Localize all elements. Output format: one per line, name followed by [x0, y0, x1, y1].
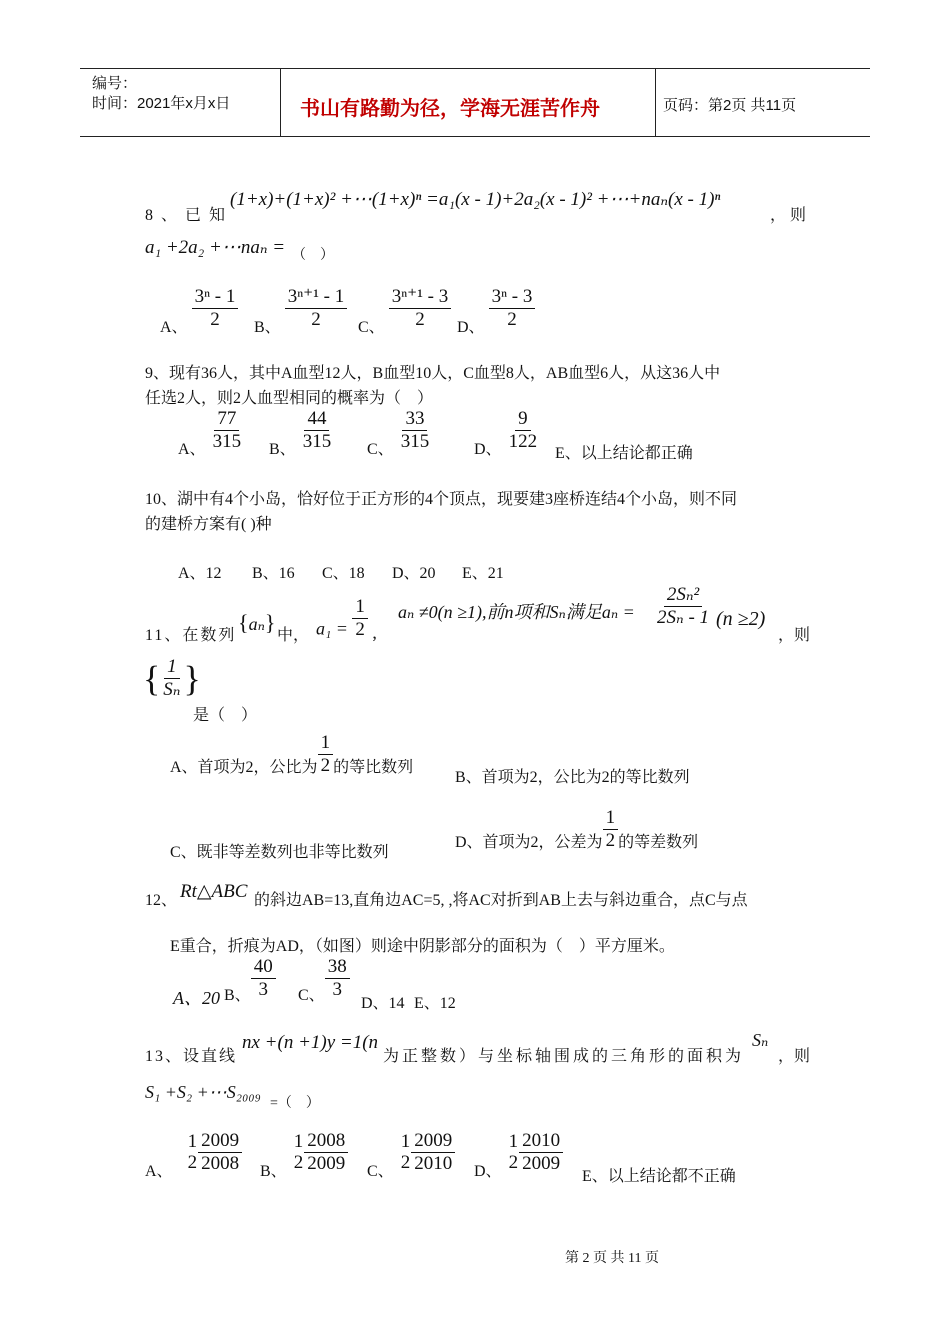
- q11-a1: [316, 596, 377, 643]
- option-label: B、: [224, 987, 251, 1005]
- q13-suffix: ，则: [778, 1048, 811, 1065]
- q9-option-e: E、以上结论都正确: [555, 445, 693, 462]
- q11-mid: 中，: [277, 627, 310, 644]
- q10-option-b: B、16: [252, 565, 295, 582]
- comma: ,: [372, 622, 377, 643]
- fraction-numerator: 3ⁿ - 1: [192, 286, 239, 309]
- q13-mid: 为正整数）与坐标轴围成的三角形的面积为: [383, 1048, 745, 1065]
- q13-sn: Sₙ: [752, 1030, 769, 1050]
- fraction-denominator: 2: [508, 1152, 519, 1174]
- fraction-numerator: 77: [214, 408, 239, 431]
- fraction-numerator: 2008: [304, 1130, 348, 1153]
- fraction-denominator: 122: [508, 430, 538, 452]
- fraction-denominator: 2: [293, 1152, 304, 1174]
- fraction-denominator: 2: [507, 308, 517, 330]
- fraction-denominator: 2: [210, 308, 220, 330]
- fraction-denominator: 2Sₙ - 1: [657, 606, 710, 628]
- q12-option-a: A、20: [173, 988, 220, 1008]
- q9-line1: 9、现有36人，其中A血型12人，B血型10人，C血型8人，AB血型6人，从这36人中: [145, 365, 721, 382]
- q13-option-b: [260, 1130, 348, 1181]
- page-info: 页码：第2页 共11页: [663, 97, 797, 114]
- q11-suffix: ，则: [778, 627, 811, 644]
- option-label: C、: [367, 1163, 394, 1181]
- q10-option-d: D、20: [392, 565, 436, 582]
- motto: 书山有路勤为径，学海无涯苦作舟: [300, 98, 600, 120]
- q9-line2: 任选2人，则2人血型相同的概率为（ ）: [145, 390, 434, 407]
- option-text: 的等差数列: [618, 834, 699, 852]
- fraction-numerator: 2009: [411, 1130, 455, 1153]
- option-text: 的等比数列: [333, 759, 414, 777]
- q12-option-d: D、14: [361, 995, 405, 1012]
- q13-line2-tail: =（ ）: [270, 1096, 320, 1111]
- fraction-numerator: 2010: [519, 1130, 563, 1153]
- q13-prefix: 13、设直线: [145, 1048, 238, 1065]
- q10-line1: 10、湖中有4个小岛，恰好位于正方形的4个顶点，现要建3座桥连结4个小岛，则不同: [145, 491, 738, 508]
- q9-option-c: [367, 408, 432, 459]
- q11-prefix: 11、在数列: [145, 627, 237, 644]
- q11-option-c: C、既非等差数列也非等比数列: [170, 844, 389, 861]
- fraction-numerator: 1: [164, 656, 180, 679]
- fraction-numerator: 38: [325, 956, 350, 979]
- fraction-numerator: 40: [251, 956, 276, 979]
- fraction-numerator: 1: [187, 1130, 198, 1152]
- q9-option-a: [178, 408, 244, 459]
- a1-label: a₁ =: [316, 618, 348, 639]
- fraction-numerator: 1: [318, 732, 334, 755]
- option-text: A、首项为2，公比为: [170, 759, 318, 777]
- fraction-denominator: 2: [415, 308, 425, 330]
- fraction-denominator: 315: [212, 430, 242, 452]
- option-text: D、首项为2，公差为: [455, 834, 603, 852]
- q8-option-c: [358, 286, 451, 337]
- q12-triangle: Rt△ABC: [180, 881, 248, 902]
- q11-cond-tail: (n ≥2): [716, 608, 766, 630]
- q13-formula: nx +(n +1)y =1(n: [242, 1032, 379, 1053]
- q13-option-a: [145, 1130, 242, 1181]
- q10-option-e: E、21: [462, 565, 504, 582]
- q11-option-b: B、首项为2，公比为2的等比数列: [455, 769, 690, 786]
- option-label: D、: [457, 319, 485, 337]
- option-label: C、: [358, 319, 385, 337]
- q11-brace: { $\frac{1}{\text{Sₙ}}$ }: [143, 656, 201, 700]
- q13-option-d: [474, 1130, 563, 1181]
- fraction-numerator: 9: [515, 408, 531, 431]
- q8-option-d: [457, 286, 535, 337]
- option-label: D、: [474, 1163, 502, 1181]
- q8-option-b: [254, 286, 347, 337]
- q13-line2: S₁ +S₂ +⋯S₂₀₀₉: [145, 1082, 261, 1102]
- fraction-numerator: 3ⁿ⁺¹ - 1: [285, 286, 348, 309]
- q10-option-c: C、18: [322, 565, 365, 582]
- q11-s-fraction: [654, 584, 712, 629]
- option-label: D、: [474, 441, 502, 459]
- q11-is: 是（ ）: [193, 707, 258, 724]
- fraction-denominator: 2009: [522, 1152, 561, 1174]
- option-label: C、: [298, 987, 325, 1005]
- code-label: 编号：: [92, 75, 138, 92]
- q11-option-d: [455, 807, 698, 852]
- option-label: B、: [254, 319, 281, 337]
- q13-option-c: [367, 1130, 455, 1181]
- fraction-numerator: 3ⁿ⁺¹ - 3: [389, 286, 452, 309]
- q11-seq: {aₙ}: [238, 610, 276, 635]
- option-label: B、: [269, 441, 296, 459]
- q13-option-e: E、以上结论都不正确: [582, 1168, 736, 1185]
- q12-number: 12、: [145, 892, 178, 909]
- q9-option-b: [269, 408, 334, 459]
- q8-line2: a₁ +2a₂ +⋯naₙ =: [145, 237, 286, 258]
- q8-paren: （ ）: [292, 248, 334, 263]
- q8-suffix: ， 则: [770, 207, 807, 224]
- fraction-denominator: 2: [400, 1152, 411, 1174]
- q11-condition: aₙ ≠0(n ≥1),前n项和Sₙ满足aₙ =: [398, 602, 635, 622]
- option-label: A、: [178, 441, 206, 459]
- q8-option-a: [160, 286, 238, 337]
- option-label: C、: [367, 441, 394, 459]
- fraction-numerator: 1: [603, 807, 619, 830]
- sequence-symbol: aₙ: [248, 614, 265, 634]
- fraction-denominator: 315: [302, 430, 332, 452]
- q10-line2: 的建桥方案有( )种: [145, 516, 272, 533]
- q12-option-c: [298, 956, 350, 1005]
- option-label: B、: [260, 1163, 287, 1181]
- fraction-denominator: 2010: [414, 1152, 453, 1174]
- fraction-numerator: 3ⁿ - 3: [489, 286, 536, 309]
- q12-line2: E重合，折痕为AD，（如图）则途中阴影部分的面积为（ ）平方厘米。: [170, 938, 675, 955]
- page-footer: 第 2 页 共 11 页: [565, 1251, 659, 1266]
- fraction-numerator: 1: [400, 1130, 411, 1152]
- q12-option-e: E、12: [414, 995, 456, 1012]
- q12-line1: 的斜边AB=13,直角边AC=5, ,将AC对折到AB上去与斜边重合，点C与点: [254, 892, 748, 909]
- q12-option-b: [224, 956, 276, 1005]
- fraction-denominator: 2: [187, 1152, 198, 1174]
- fraction-numerator: 33: [402, 408, 427, 431]
- fraction-denominator: 3: [258, 978, 268, 1000]
- q9-option-d: [474, 408, 540, 459]
- fraction-numerator: 44: [304, 408, 329, 431]
- fraction-numerator: 1: [352, 596, 368, 619]
- q8-prefix: 8 、 已 知: [145, 207, 228, 224]
- fraction-numerator: 1: [293, 1130, 304, 1152]
- fraction-numerator: 2009: [198, 1130, 242, 1153]
- option-label: A、: [160, 319, 188, 337]
- fraction-denominator: 2008: [201, 1152, 240, 1174]
- q8-formula: (1+x)+(1+x)² +⋯(1+x)ⁿ =a₁(x - 1)+2a₂(x - 1)² +⋯+naₙ(x - 1)ⁿ: [230, 189, 721, 210]
- fraction-numerator: 1: [508, 1130, 519, 1152]
- fraction-denominator: 3: [332, 978, 342, 1000]
- fraction-denominator: 315: [400, 430, 430, 452]
- fraction-denominator: 2: [355, 618, 365, 640]
- fraction-denominator: 2009: [307, 1152, 346, 1174]
- fraction-denominator: Sₙ: [163, 678, 181, 700]
- option-label: A、: [145, 1163, 173, 1181]
- fraction-denominator: 2: [311, 308, 321, 330]
- fraction-denominator: 2: [320, 754, 331, 776]
- fraction-numerator: 2Sₙ²: [664, 584, 702, 607]
- time-label: 时间：2021年x月x日: [92, 95, 231, 112]
- q10-option-a: A、12: [178, 565, 222, 582]
- fraction-denominator: 2: [605, 829, 616, 851]
- q11-option-a: [170, 732, 413, 777]
